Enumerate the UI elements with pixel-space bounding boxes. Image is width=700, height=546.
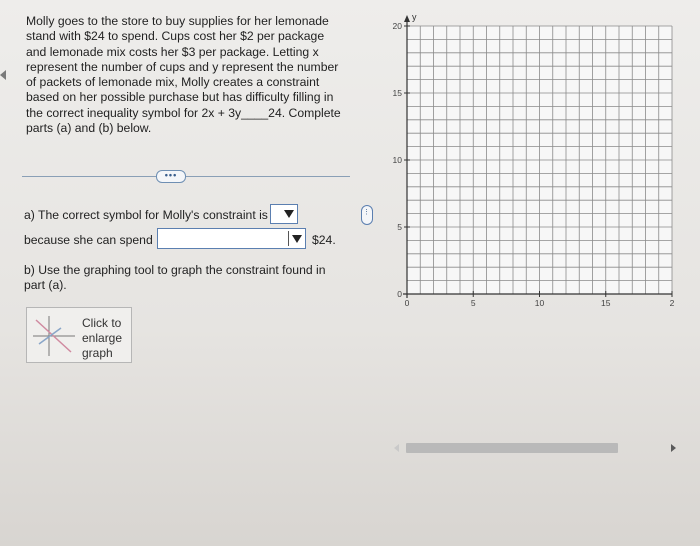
dropdown-arrow-icon [284, 210, 294, 218]
grip-dots-icon: ⋮ [363, 209, 370, 216]
y-axis-label: y [412, 12, 417, 22]
y-tick-label: 10 [392, 155, 402, 165]
question-panel [8, 4, 353, 534]
spend-amount-select[interactable] [157, 228, 306, 249]
part-a-prompt: a) The correct symbol for Molly's constraint is [24, 208, 268, 222]
more-options-button[interactable]: ••• [156, 170, 186, 183]
x-tick-label: 10 [534, 298, 545, 308]
dropdown-separator [288, 231, 289, 246]
spend-amount-suffix: $24. [312, 233, 336, 247]
scroll-left-icon[interactable] [394, 444, 399, 452]
x-tick-label: 0 [404, 298, 410, 308]
y-tick-label: 15 [392, 88, 402, 98]
enlarge-graph-button[interactable] [26, 307, 132, 363]
collapse-arrow-icon[interactable] [0, 70, 6, 80]
enlarge-graph-label: Click to enlarge graph [82, 316, 123, 360]
x-tick-label: 5 [470, 298, 476, 308]
scrollbar-thumb[interactable] [406, 443, 618, 453]
problem-statement: Molly goes to the store to buy supplies for her lemonade stand with $24 to spend. Cups cost her $2 per package and lemonade mix costs her $3 per package. Letting x represent the number of cups and y represent the number of packets of lemonade mix, Molly creates a constraint based on her possible purchase but has difficulty filling in the correct inequality symbol for 2x + 3y____24. Complete parts (a) and (b) below. [26, 14, 341, 136]
dropdown-arrow-icon [292, 235, 302, 243]
part-b-prompt: b) Use the graphing tool to graph the constraint found in part (a). [24, 263, 326, 292]
graphing-tool[interactable] [380, 10, 680, 320]
x-tick-label: 15 [601, 298, 611, 308]
scroll-right-icon[interactable] [671, 444, 676, 452]
graph-thumbnail-icon [31, 314, 77, 358]
panel-splitter-handle[interactable] [361, 205, 373, 225]
horizontal-scrollbar[interactable] [392, 440, 682, 454]
y-tick-label: 20 [392, 21, 402, 31]
y-axis-arrow-icon [404, 15, 410, 22]
inequality-symbol-select[interactable] [270, 204, 298, 224]
x-tick-label: 2 [669, 298, 675, 308]
divider [22, 176, 350, 177]
y-tick-label: 0 [397, 289, 402, 299]
part-a-reason-prompt: because she can spend [24, 233, 153, 247]
y-tick-label: 5 [397, 222, 402, 232]
